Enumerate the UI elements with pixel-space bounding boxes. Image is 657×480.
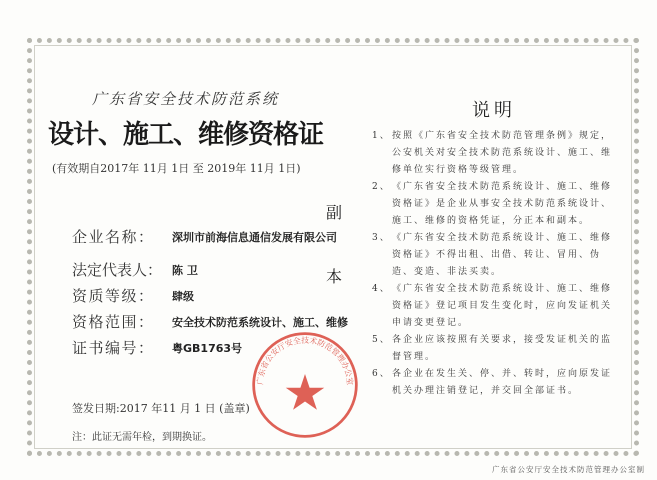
instruction-text: 《广东省安全技术防范系统设计、施工、维修资格证》是企业从事安全技术防范系统设计、施工、维修的资格凭证，分正本和副本。	[392, 182, 613, 226]
instruction-number: 3、	[372, 233, 391, 243]
issuing-system-title: 广东省安全技术防范系统	[92, 90, 280, 108]
issue-date: 签发日期:2017 年11 月 1 日 (盖章)	[72, 402, 250, 415]
field-label-scope: 资格范围：	[72, 313, 155, 331]
field-label-cert-number: 证书编号：	[72, 339, 155, 357]
copy-mark-top: 副	[326, 203, 343, 222]
instruction-number: 1、	[372, 131, 391, 141]
instruction-text: 各企业在发生关、停、并、转时，应向原发证机关办理注销登记，并交回全部证书。	[392, 369, 613, 396]
seal-star-icon	[286, 374, 325, 410]
instruction-number: 4、	[372, 284, 391, 294]
field-value-company: 深圳市前海信息通信发展有限公司	[172, 231, 337, 244]
validity-period: (有效期自2017年 11月 1日 至 2019年 11月 1日)	[52, 162, 301, 175]
instruction-number: 2、	[372, 182, 391, 192]
instruction-item	[372, 179, 622, 230]
field-label-grade: 资质等级：	[72, 287, 155, 305]
instruction-item	[372, 230, 622, 281]
official-seal	[250, 330, 360, 440]
instruction-number: 5、	[372, 335, 391, 345]
instruction-number: 6、	[372, 369, 391, 379]
copy-mark-bottom: 本	[326, 267, 343, 286]
field-value-representative: 陈 卫	[172, 264, 198, 277]
instruction-item	[372, 332, 622, 366]
note: 注：此证无需年检，到期换证。	[72, 432, 212, 443]
field-label-company: 企业名称：	[72, 228, 155, 246]
field-value-grade: 肆级	[172, 290, 194, 303]
field-value-scope: 安全技术防范系统设计、施工、维修	[172, 316, 348, 329]
field-value-cert-number: 粤GB1763号	[172, 342, 243, 355]
instructions-list	[372, 128, 622, 400]
instruction-item	[372, 281, 622, 332]
instruction-item	[372, 366, 622, 400]
instructions-title: 说明	[472, 100, 516, 121]
instruction-text: 《广东省安全技术防范系统设计、施工、维修资格证》不得出租、出借、转让、冒用、伪造、变造、非法买卖。	[392, 233, 613, 277]
instruction-text: 按照《广东省安全技术防范管理条例》规定，公安机关对安全技术防范系统设计、施工、维修单位实行资格等级管理。	[392, 131, 613, 175]
instruction-text: 《广东省安全技术防范系统设计、施工、维修资格证》登记项目发生变化时，应向发证机关申请变更登记。	[392, 284, 613, 328]
instruction-text: 各企业应该按照有关要求，接受发证机关的监督管理。	[392, 335, 613, 362]
field-label-representative: 法定代表人：	[72, 261, 163, 279]
seal-text: 广东省公安厅安全技术防范管理办公室	[255, 335, 355, 386]
instruction-item	[372, 128, 622, 179]
certificate-title: 设计、施工、维修资格证	[48, 120, 324, 150]
footer-issuer: 广东省公安厅安全技术防范管理办公室制	[492, 465, 645, 474]
